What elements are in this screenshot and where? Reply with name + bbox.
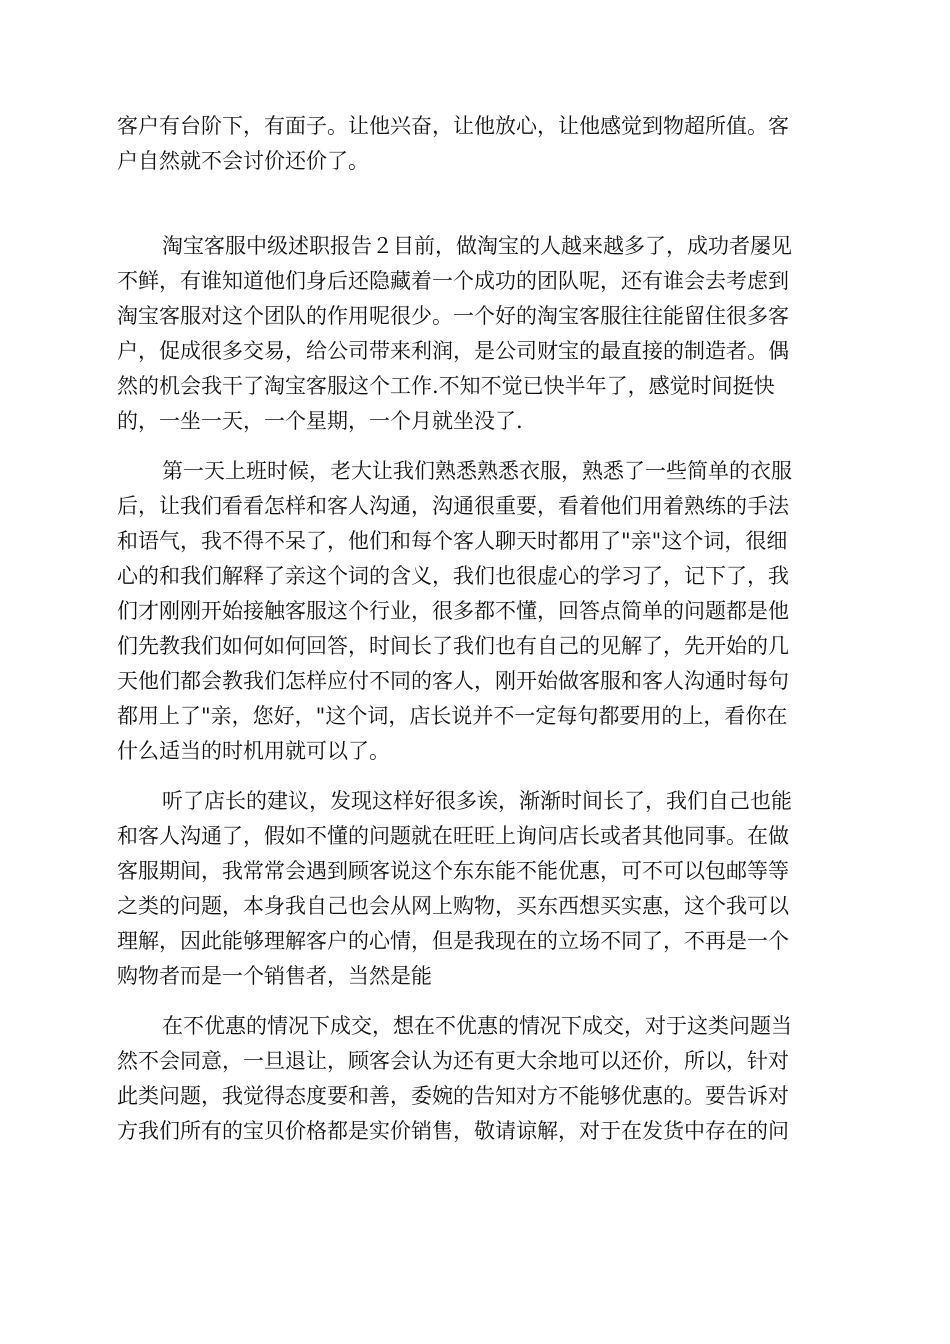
text-line: 第一天上班时候，老大让我们熟悉熟悉衣服，熟悉了一些简单的衣服 — [162, 459, 792, 483]
text-line: 然不会同意，一旦退让，顾客会认为还有更大余地可以还价，所以，针对 — [117, 1049, 789, 1073]
text-line: 后，让我们看看怎样和客人沟通，沟通很重要，看着他们用着熟练的手法 — [117, 494, 789, 518]
text-line: 购物者而是一个销售者，当然是能 — [117, 964, 432, 988]
text-line: 听了店长的建议，发现这样好很多诶，渐渐时间长了，我们自己也能 — [162, 789, 792, 813]
text-line: 和语气，我不得不呆了，他们和每个客人聊天时都用了"亲"这个词，很细 — [117, 529, 788, 553]
text-line: 在不优惠的情况下成交，想在不优惠的情况下成交，对于这类问题当 — [162, 1014, 792, 1038]
text-line: 和客人沟通了，假如不懂的问题就在旺旺上询问店长或者其他同事。在做 — [117, 824, 789, 848]
text-line: 心的和我们解释了亲这个词的含义，我们也很虚心的学习了，记下了，我 — [117, 564, 789, 588]
text-line: 然的机会我干了淘宝客服这个工作.不知不觉已快半年了，感觉时间挺快 — [117, 374, 775, 398]
text-line: 方我们所有的宝贝价格都是实价销售，敬请谅解，对于在发货中存在的问 — [117, 1119, 789, 1143]
text-line: 淘宝客服中级述职报告２目前，做淘宝的人越来越多了，成功者屡见 — [162, 234, 792, 258]
paragraph-1 — [117, 109, 789, 179]
text-line: 客服期间，我常常会遇到顾客说这个东东能不能优惠，可不可以包邮等等 — [117, 859, 789, 883]
text-line: 户，促成很多交易，给公司带来利润，是公司财宝的最直接的制造者。偶 — [117, 339, 789, 363]
text-line: 们先教我们如何如何回答，时间长了我们也有自己的见解了，先开始的几 — [117, 634, 789, 658]
text-line: 不鲜，有谁知道他们身后还隐藏着一个成功的团队呢，还有谁会去考虑到 — [117, 269, 789, 293]
text-line: 天他们都会教我们怎样应付不同的客人，刚开始做客服和客人沟通时每句 — [117, 669, 789, 693]
paragraph-3 — [117, 454, 792, 769]
text-line: 之类的问题，本身我自己也会从网上购物，买东西想买实惠，这个我可以 — [117, 894, 789, 918]
text-line: 们才刚刚开始接触客服这个行业，很多都不懂，回答点简单的问题都是他 — [117, 599, 789, 623]
paragraph-2 — [117, 229, 792, 439]
text-line: 户自然就不会讨价还价了。 — [117, 149, 369, 173]
text-line: 客户有台阶下，有面子。让他兴奋，让他放心，让他感觉到物超所值。客 — [117, 114, 789, 138]
text-line: 都用上了"亲，您好，"这个词，店长说并不一定每句都要用的上，看你在 — [117, 704, 788, 728]
paragraph-5 — [117, 1009, 792, 1149]
text-line: 淘宝客服对这个团队的作用呢很少。一个好的淘宝客服往往能留住很多客 — [117, 304, 789, 328]
paragraph-4 — [117, 784, 792, 994]
text-line: 理解，因此能够理解客户的心情，但是我现在的立场不同了，不再是一个 — [117, 929, 789, 953]
text-line: 的，一坐一天，一个星期，一个月就坐没了. — [117, 409, 523, 433]
text-line: 此类问题，我觉得态度要和善，委婉的告知对方不能够优惠的。要告诉对 — [117, 1084, 789, 1108]
text-line: 什么适当的时机用就可以了。 — [117, 739, 390, 763]
